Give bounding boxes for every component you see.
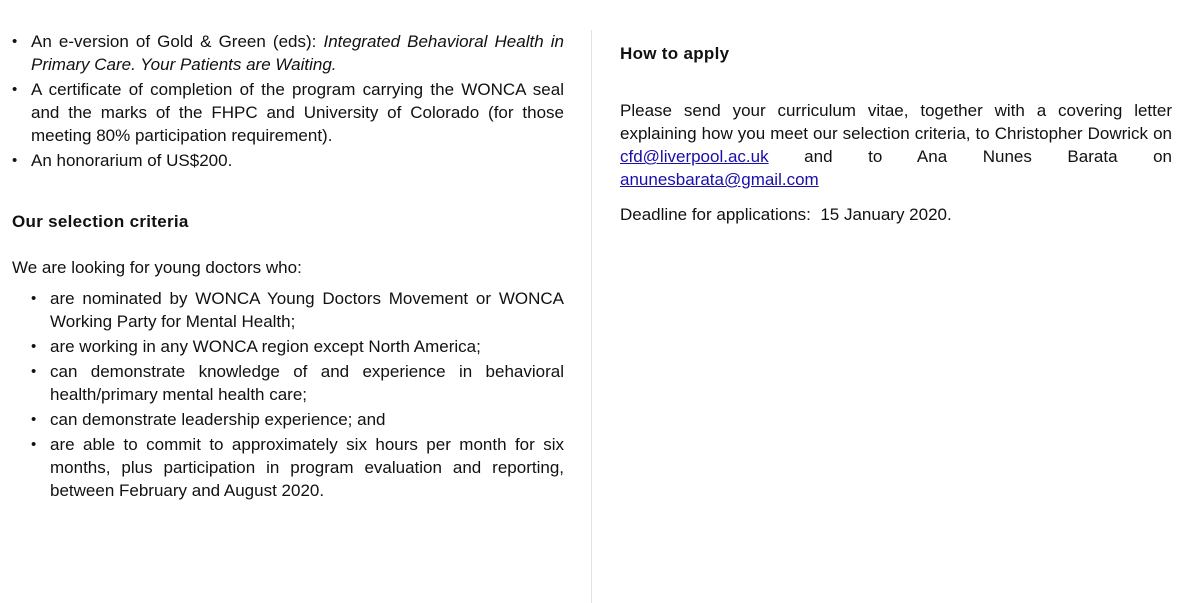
bullet-icon: •: [12, 33, 18, 50]
column-divider: [591, 30, 592, 603]
list-item: • An e-version of Gold & Green (eds): Integrated Behavioral Health in Primary Care. Your Patients are Waiting.: [12, 32, 564, 74]
benefits-list: [12, 30, 564, 172]
bullet-icon: •: [31, 411, 37, 428]
bullet-icon: •: [31, 436, 37, 453]
criteria-list: [31, 287, 564, 502]
right-column: [620, 42, 1172, 226]
list-item: • are able to commit to approximately six hours per month for six months, plus participation in program evaluation and reporting, between February and August 2020.: [31, 435, 564, 500]
list-item: • A certificate of completion of the program carrying the WONCA seal and the marks of the FHPC and University of Colorado (for those meeting 80% participation requirement).: [12, 80, 564, 145]
list-item: • can demonstrate leadership experience; and: [31, 410, 386, 429]
apply-instructions: Please send your curriculum vitae, together with a covering letter explaining how you meet our selection criteria, to Christopher Dowrick on cfd@liverpool.ac.uk and to Ana Nunes Barata on anunesbarata@gmail.com: [620, 101, 1172, 189]
how-to-apply-heading: How to apply: [620, 44, 730, 63]
left-column: [12, 30, 564, 504]
list-item: • An honorarium of US$200.: [12, 151, 233, 170]
list-item: • can demonstrate knowledge of and experience in behavioral health/primary mental health care;: [31, 362, 564, 404]
bullet-icon: •: [31, 363, 37, 380]
bullet-icon: •: [12, 152, 18, 169]
list-item: • are nominated by WONCA Young Doctors Movement or WONCA Working Party for Mental Health;: [31, 289, 564, 331]
bullet-icon: •: [12, 81, 18, 98]
list-item: • are working in any WONCA region except North America;: [31, 337, 481, 356]
email-link-dowrick[interactable]: cfd@liverpool.ac.uk: [620, 147, 769, 166]
deadline-text: Deadline for applications: 15 January 2020.: [620, 205, 952, 224]
bullet-icon: •: [31, 290, 37, 307]
bullet-icon: •: [31, 338, 37, 355]
selection-criteria-heading: Our selection criteria: [12, 212, 189, 231]
email-link-barata[interactable]: anunesbarata@gmail.com: [620, 170, 819, 189]
selection-intro: We are looking for young doctors who:: [12, 258, 302, 277]
